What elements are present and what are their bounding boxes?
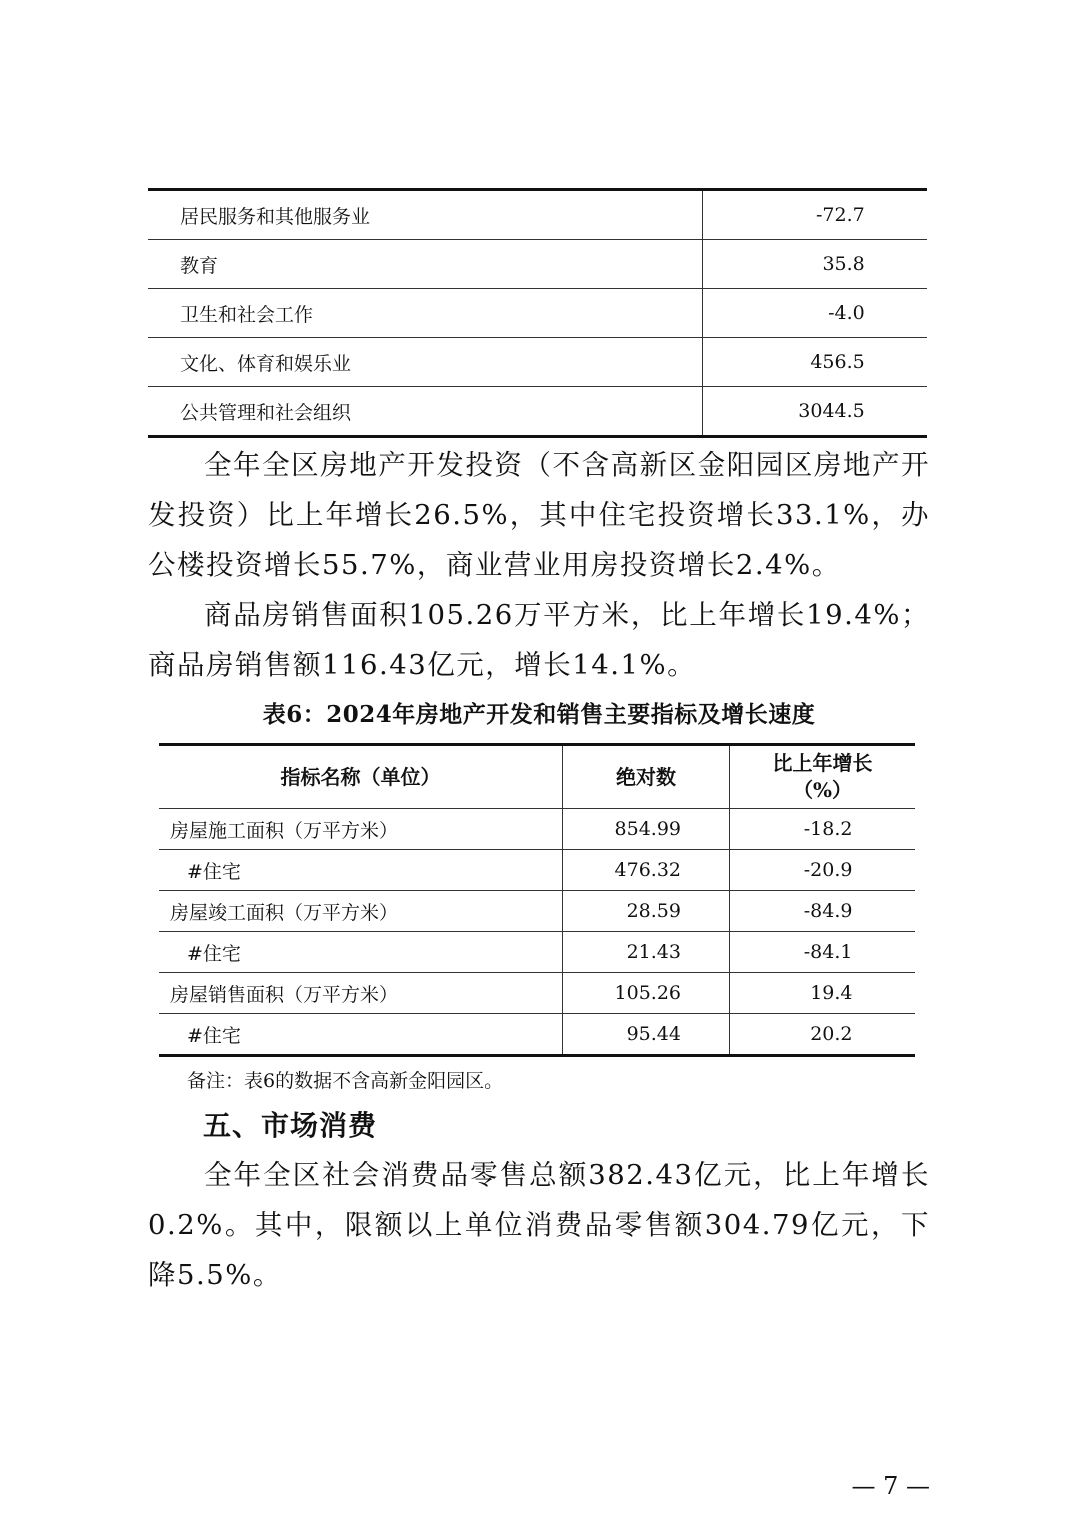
table6 [159, 743, 915, 1057]
row-label: 教育 [148, 240, 702, 289]
growth-value: -18.2 [803, 818, 853, 840]
growth-value: -84.1 [803, 941, 853, 963]
table-header-row [159, 745, 915, 809]
row-value: 3044.5 [798, 400, 865, 422]
table-row [148, 289, 927, 338]
table-row [159, 932, 915, 973]
paragraph-consumption: 全年全区社会消费品零售总额382.43亿元，比上年增长0.2%。其中，限额以上单位消费品零售额304.79亿元，下降5.5%。 [148, 1159, 930, 1291]
table-row [148, 387, 927, 437]
header-indicator-name: 指标名称（单位） [159, 745, 563, 809]
growth-value: -20.9 [803, 859, 853, 881]
row-label: 居民服务和其他服务业 [148, 190, 702, 240]
indicator-name: #住宅 [159, 932, 563, 973]
row-label: 文化、体育和娱乐业 [148, 338, 702, 387]
table-row [148, 338, 927, 387]
table-row [148, 240, 927, 289]
growth-value: 19.4 [810, 982, 853, 1004]
row-value: -72.7 [816, 204, 865, 226]
paragraph-housing-sales: 商品房销售面积105.26万平方米，比上年增长19.4%；商品房销售额116.43亿元，增长14.1%。 [148, 599, 930, 681]
row-value: 35.8 [822, 253, 865, 275]
growth-value: 20.2 [810, 1023, 853, 1045]
absolute-value: 95.44 [626, 1023, 681, 1045]
absolute-value: 21.43 [626, 941, 681, 963]
indicator-name: #住宅 [159, 1014, 563, 1056]
table-row [159, 850, 915, 891]
industry-table [148, 188, 927, 438]
table-row [159, 809, 915, 850]
row-value: 456.5 [810, 351, 865, 373]
absolute-value: 28.59 [626, 900, 681, 922]
absolute-value: 105.26 [614, 982, 681, 1004]
absolute-value: 854.99 [614, 818, 681, 840]
table6-caption: 表6：2024年房地产开发和销售主要指标及增长速度 [262, 701, 816, 728]
table-row [159, 973, 915, 1014]
header-absolute: 绝对数 [563, 745, 730, 809]
row-label: 公共管理和社会组织 [148, 387, 702, 437]
absolute-value: 476.32 [614, 859, 681, 881]
table6-note: 备注：表6的数据不含高新金阳园区。 [187, 1070, 504, 1092]
table-row [159, 1014, 915, 1056]
indicator-name: 房屋施工面积（万平方米） [159, 809, 563, 850]
paragraph-realestate-investment: 全年全区房地产开发投资（不含高新区金阳园区房地产开发投资）比上年增长26.5%，其中住宅投资增长33.1%，办公楼投资增长55.7%，商业营业用房投资增长2.4%。 [148, 449, 930, 581]
indicator-name: #住宅 [159, 850, 563, 891]
indicator-name: 房屋销售面积（万平方米） [159, 973, 563, 1014]
growth-value: -84.9 [803, 900, 853, 922]
row-label: 卫生和社会工作 [148, 289, 702, 338]
row-value: -4.0 [828, 302, 865, 324]
header-growth: 比上年增长 （%） [730, 745, 916, 809]
table-row [159, 891, 915, 932]
indicator-name: 房屋竣工面积（万平方米） [159, 891, 563, 932]
page-number: — 7 — [851, 1472, 930, 1500]
table-row [148, 190, 927, 240]
section-heading: 五、市场消费 [203, 1109, 378, 1142]
